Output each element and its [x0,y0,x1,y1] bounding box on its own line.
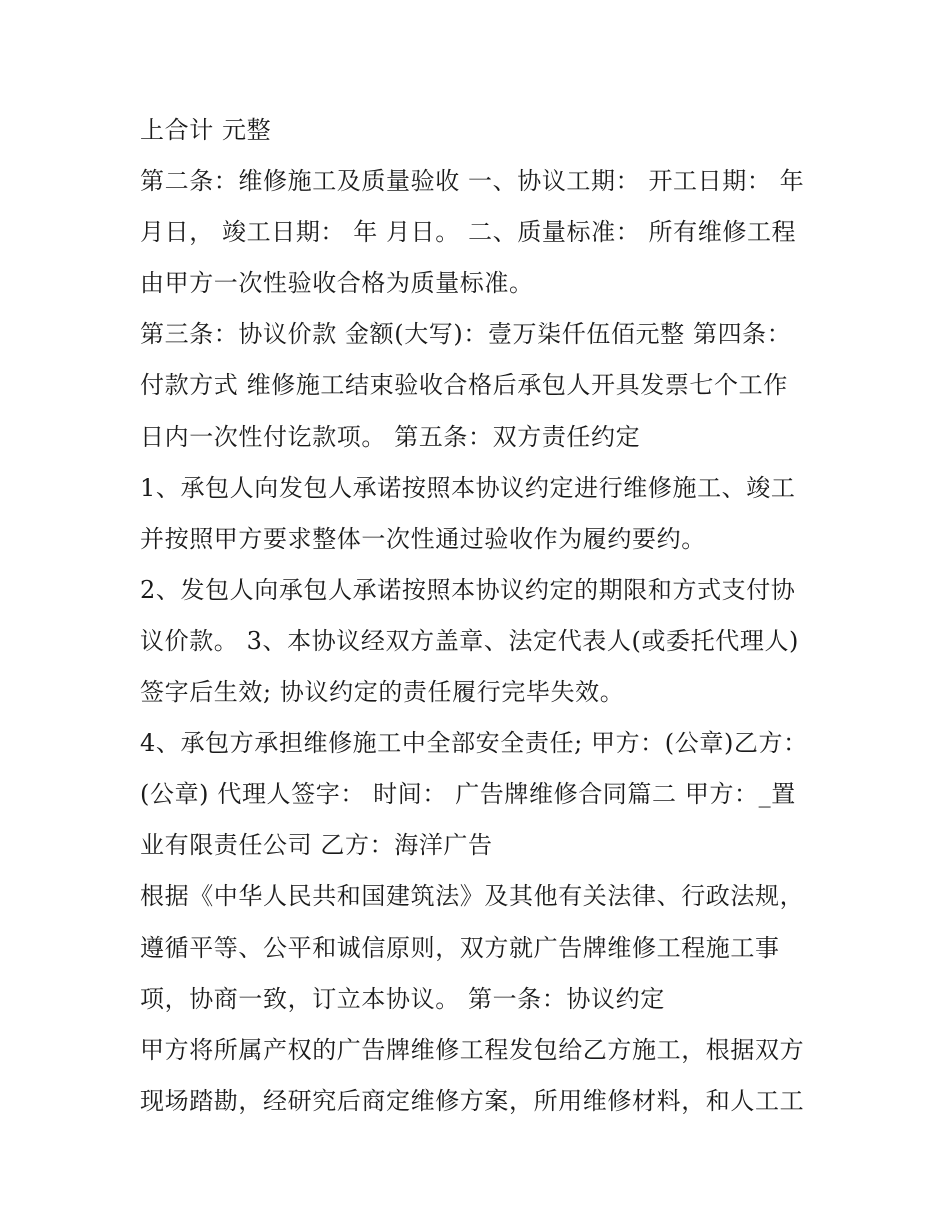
text-line: 上合计 元整 [140,116,272,144]
text-line: 第二条：维修施工及质量验收 一、协议工期： 开工日期： 年 [140,167,805,196]
text-line: 1、承包人向发包人承诺按照本协议约定进行维修施工、竣工 [140,473,796,502]
text-line: 日内一次性付讫款项。 第五条：双方责任约定 [140,422,641,451]
text-line: 付款方式 维修施工结束验收合格后承包人开具发票七个工作 [140,371,788,400]
text-line: 第三条：协议价款 金额(大写)：壹万柒仟伍佰元整 第四条： [140,320,792,349]
text-line: 业有限责任公司 乙方：海洋广告 [140,831,493,860]
text-line: (公章) 代理人签字： 时间： 广告牌维修合同篇二 甲方：_置 [140,780,796,809]
text-line: 议价款。 3、本协议经双方盖章、法定代表人(或委托代理人) [140,626,800,655]
text-line: 甲方将所属产权的广告牌维修工程发包给乙方施工，根据双方 [140,1035,805,1064]
text-line: 4、承包方承担维修施工中全部安全责任; 甲方：(公章)乙方： [140,729,808,758]
text-line: 现场踏勘，经研究后商定维修方案，所用维修材料，和人工工 [140,1086,805,1115]
text-line: 由甲方一次性验收合格为质量标准。 [140,269,534,298]
text-line: 项，协商一致，订立本协议。 第一条：协议约定 [140,984,665,1013]
text-line: 签字后生效; 协议约定的责任履行完毕失效。 [140,678,625,707]
text-line: 2、发包人向承包人承诺按照本协议约定的期限和方式支付协 [140,575,796,604]
text-line: 遵循平等、公平和诚信原则，双方就广告牌维修工程施工事 [140,933,780,962]
document-body [140,108,820,1130]
text-line: 并按照甲方要求整体一次性通过验收作为履约要约。 [140,524,706,553]
text-line: 月日， 竣工日期： 年 月日。 二、质量标准： 所有维修工程 [140,218,797,247]
text-line: 根据《中华人民共和国建筑法》及其他有关法律、行政法规， [140,882,805,911]
